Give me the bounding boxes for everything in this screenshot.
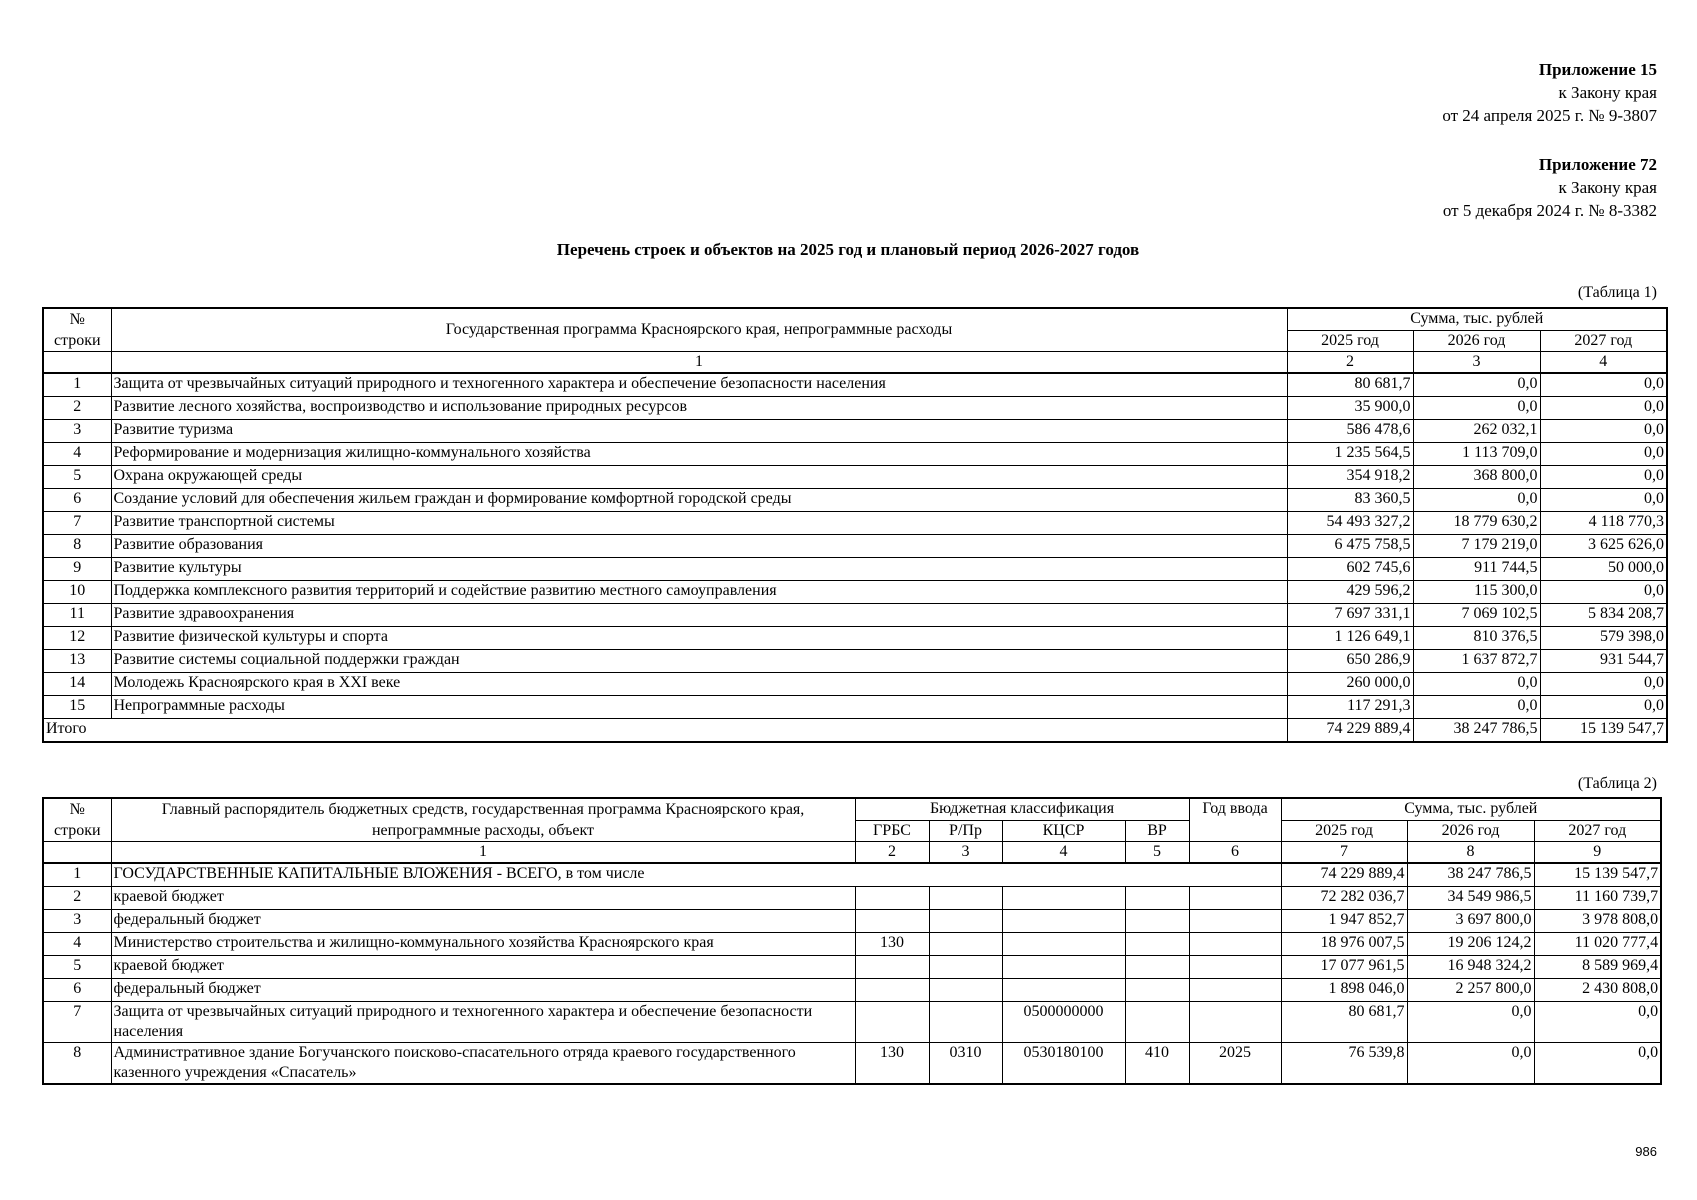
amount-2025-cell: 35 900,0 [1287, 397, 1413, 420]
row-number-cell: 1 [43, 863, 111, 887]
rpr-cell [929, 887, 1002, 910]
amount-2027-cell: 0,0 [1540, 443, 1667, 466]
amount-2027-cell: 0,0 [1540, 397, 1667, 420]
table-row [43, 443, 1667, 466]
amount-2025-cell: 429 596,2 [1287, 581, 1413, 604]
appendix-header-72 [1443, 153, 1657, 222]
table-row [43, 373, 1667, 397]
table-header-cell: № строки [43, 798, 111, 842]
appendix-title: Приложение 15 [1538, 60, 1657, 79]
column-index-cell: 4 [1540, 352, 1667, 374]
table-row [43, 933, 1661, 956]
program-name-cell: Развитие лесного хозяйства, воспроизводство и использование природных ресурсов [111, 397, 1287, 420]
amount-2025-cell: 1 235 564,5 [1287, 443, 1413, 466]
amount-2027-cell: 0,0 [1540, 373, 1667, 397]
table-header-cell: Бюджетная классификация [855, 798, 1189, 820]
amount-2027-cell: 0,0 [1540, 466, 1667, 489]
column-index-cell: 4 [1002, 842, 1125, 864]
table-header-cell: Год ввода [1189, 798, 1281, 842]
table-header-cell: ГРБС [855, 820, 929, 842]
table-row [43, 558, 1667, 581]
table-header-cell: Сумма, тыс. рублей [1287, 308, 1667, 330]
table-1 [42, 307, 1668, 743]
amount-2026-cell: 115 300,0 [1413, 581, 1540, 604]
object-name-cell: ГОСУДАРСТВЕННЫЕ КАПИТАЛЬНЫЕ ВЛОЖЕНИЯ - ВСЕГО, в том числе [111, 863, 1281, 887]
row-number-cell: 1 [43, 373, 111, 397]
vr-cell: 410 [1125, 1043, 1189, 1085]
amount-2025-cell: 1 898 046,0 [1281, 979, 1407, 1002]
program-name-cell: Развитие здравоохранения [111, 604, 1287, 627]
kcsr-cell: 0500000000 [1002, 1002, 1125, 1043]
amount-2025-cell: 72 282 036,7 [1281, 887, 1407, 910]
grbs-cell: 130 [855, 933, 929, 956]
appendix-law-date: от 24 апреля 2025 г. № 9-3807 [1442, 106, 1657, 125]
amount-2025-cell: 260 000,0 [1287, 673, 1413, 696]
table-header-cell: ВР [1125, 820, 1189, 842]
amount-2027-cell: 8 589 969,4 [1534, 956, 1661, 979]
program-name-cell: Охрана окружающей среды [111, 466, 1287, 489]
year-in-cell: 2025 [1189, 1043, 1281, 1085]
amount-2026-cell: 0,0 [1413, 373, 1540, 397]
appendix-law-ref: к Закону края [1558, 178, 1657, 197]
column-index-cell: 3 [929, 842, 1002, 864]
amount-2025-cell: 18 976 007,5 [1281, 933, 1407, 956]
kcsr-cell: 0530180100 [1002, 1043, 1125, 1085]
amount-2026-cell: 911 744,5 [1413, 558, 1540, 581]
row-number-cell: 4 [43, 933, 111, 956]
amount-2027-cell: 50 000,0 [1540, 558, 1667, 581]
object-name-cell: краевой бюджет [111, 887, 855, 910]
amount-2025-cell: 83 360,5 [1287, 489, 1413, 512]
program-name-cell: Поддержка комплексного развития территорий и содействие развитию местного самоуправления [111, 581, 1287, 604]
kcsr-cell [1002, 933, 1125, 956]
column-index-cell: 1 [111, 352, 1287, 374]
program-name-cell: Непрограммные расходы [111, 696, 1287, 719]
appendix-title: Приложение 72 [1538, 155, 1657, 174]
table-header-cell: Р/Пр [929, 820, 1002, 842]
table-row [43, 910, 1661, 933]
amount-2026-cell: 810 376,5 [1413, 627, 1540, 650]
total-2027-cell: 15 139 547,7 [1540, 719, 1667, 743]
amount-2027-cell: 5 834 208,7 [1540, 604, 1667, 627]
grbs-cell [855, 979, 929, 1002]
column-index-cell: 8 [1407, 842, 1534, 864]
kcsr-cell [1002, 979, 1125, 1002]
total-2026-cell: 38 247 786,5 [1413, 719, 1540, 743]
row-number-cell: 9 [43, 558, 111, 581]
total-2025-cell: 74 229 889,4 [1287, 719, 1413, 743]
column-index-cell: 2 [1287, 352, 1413, 374]
kcsr-cell [1002, 910, 1125, 933]
column-index-cell [43, 352, 111, 374]
row-number-cell: 11 [43, 604, 111, 627]
row-number-cell: 5 [43, 956, 111, 979]
table-header-cell: 2027 год [1540, 330, 1667, 352]
object-name-cell: Защита от чрезвычайных ситуаций природного и техногенного характера и обеспечение безопасности населения [111, 1002, 855, 1043]
row-number-cell: 4 [43, 443, 111, 466]
amount-2027-cell: 3 978 808,0 [1534, 910, 1661, 933]
vr-cell [1125, 956, 1189, 979]
table-header-cell: № строки [43, 308, 111, 352]
kcsr-cell [1002, 956, 1125, 979]
appendix-law-ref: к Закону края [1558, 83, 1657, 102]
column-index-cell: 6 [1189, 842, 1281, 864]
row-number-cell: 14 [43, 673, 111, 696]
table-row [43, 627, 1667, 650]
amount-2026-cell: 368 800,0 [1413, 466, 1540, 489]
year-in-cell [1189, 1002, 1281, 1043]
rpr-cell [929, 956, 1002, 979]
grbs-cell: 130 [855, 1043, 929, 1085]
program-name-cell: Развитие культуры [111, 558, 1287, 581]
amount-2027-cell: 11 160 739,7 [1534, 887, 1661, 910]
page-number: 986 [1635, 1144, 1657, 1159]
table-header-cell: Главный распорядитель бюджетных средств, государственная программа Красноярского края, непрограммные расходы, объект [111, 798, 855, 842]
row-number-cell: 7 [43, 512, 111, 535]
amount-2025-cell: 7 697 331,1 [1287, 604, 1413, 627]
amount-2025-cell: 1 947 852,7 [1281, 910, 1407, 933]
amount-2027-cell: 0,0 [1534, 1002, 1661, 1043]
table-row [43, 420, 1667, 443]
year-in-cell [1189, 979, 1281, 1002]
program-name-cell: Защита от чрезвычайных ситуаций природного и техногенного характера и обеспечение безопасности населения [111, 373, 1287, 397]
table-row [43, 863, 1661, 887]
amount-2027-cell: 15 139 547,7 [1534, 863, 1661, 887]
program-name-cell: Развитие системы социальной поддержки граждан [111, 650, 1287, 673]
row-number-cell: 2 [43, 397, 111, 420]
table-2 [42, 797, 1662, 1085]
amount-2027-cell: 0,0 [1540, 489, 1667, 512]
row-number-cell: 2 [43, 887, 111, 910]
table-row [43, 397, 1667, 420]
amount-2027-cell: 2 430 808,0 [1534, 979, 1661, 1002]
column-index-cell: 1 [111, 842, 855, 864]
column-index-cell: 3 [1413, 352, 1540, 374]
amount-2027-cell: 0,0 [1540, 673, 1667, 696]
object-name-cell: федеральный бюджет [111, 979, 855, 1002]
program-name-cell: Развитие транспортной системы [111, 512, 1287, 535]
row-number-cell: 7 [43, 1002, 111, 1043]
amount-2027-cell: 0,0 [1540, 696, 1667, 719]
grbs-cell [855, 910, 929, 933]
vr-cell [1125, 1002, 1189, 1043]
column-index-cell [43, 842, 111, 864]
table-header-cell: Государственная программа Красноярского края, непрограммные расходы [111, 308, 1287, 352]
year-in-cell [1189, 956, 1281, 979]
row-number-cell: 12 [43, 627, 111, 650]
amount-2026-cell: 0,0 [1413, 489, 1540, 512]
table-header-cell: 2027 год [1534, 820, 1661, 842]
table-row [43, 1002, 1661, 1043]
column-index-cell: 5 [1125, 842, 1189, 864]
amount-2027-cell: 0,0 [1540, 420, 1667, 443]
table-row [43, 535, 1667, 558]
table-row [43, 696, 1667, 719]
amount-2027-cell: 931 544,7 [1540, 650, 1667, 673]
amount-2026-cell: 3 697 800,0 [1407, 910, 1534, 933]
amount-2025-cell: 74 229 889,4 [1281, 863, 1407, 887]
year-in-cell [1189, 887, 1281, 910]
amount-2025-cell: 76 539,8 [1281, 1043, 1407, 1085]
amount-2026-cell: 38 247 786,5 [1407, 863, 1534, 887]
document-title: Перечень строек и объектов на 2025 год и плановый период 2026-2027 годов [556, 240, 1140, 259]
table-2-label: (Таблица 2) [1577, 775, 1657, 792]
amount-2026-cell: 262 032,1 [1413, 420, 1540, 443]
amount-2025-cell: 6 475 758,5 [1287, 535, 1413, 558]
vr-cell [1125, 933, 1189, 956]
amount-2025-cell: 80 681,7 [1287, 373, 1413, 397]
rpr-cell [929, 1002, 1002, 1043]
total-row [43, 719, 1667, 743]
program-name-cell: Молодежь Красноярского края в XXI веке [111, 673, 1287, 696]
amount-2026-cell: 19 206 124,2 [1407, 933, 1534, 956]
amount-2025-cell: 17 077 961,5 [1281, 956, 1407, 979]
table-row [43, 650, 1667, 673]
row-number-cell: 3 [43, 910, 111, 933]
table-row [43, 887, 1661, 910]
rpr-cell: 0310 [929, 1043, 1002, 1085]
table-header-cell: 2026 год [1413, 330, 1540, 352]
table-header-cell: Сумма, тыс. рублей [1281, 798, 1661, 820]
amount-2027-cell: 0,0 [1540, 581, 1667, 604]
amount-2026-cell: 0,0 [1413, 673, 1540, 696]
column-index-cell: 9 [1534, 842, 1661, 864]
table-row [43, 466, 1667, 489]
object-name-cell: Административное здание Богучанского поисково-спасательного отряда краевого государственного казенного учреждения «Спасатель» [111, 1043, 855, 1085]
rpr-cell [929, 979, 1002, 1002]
amount-2026-cell: 34 549 986,5 [1407, 887, 1534, 910]
table-row [43, 489, 1667, 512]
amount-2027-cell: 579 398,0 [1540, 627, 1667, 650]
row-number-cell: 8 [43, 535, 111, 558]
amount-2027-cell: 11 020 777,4 [1534, 933, 1661, 956]
row-number-cell: 6 [43, 489, 111, 512]
row-number-cell: 15 [43, 696, 111, 719]
table-header-cell: 2025 год [1287, 330, 1413, 352]
amount-2026-cell: 7 179 219,0 [1413, 535, 1540, 558]
amount-2026-cell: 0,0 [1413, 696, 1540, 719]
grbs-cell [855, 956, 929, 979]
program-name-cell: Развитие физической культуры и спорта [111, 627, 1287, 650]
appendix-header-15 [1442, 58, 1657, 127]
amount-2027-cell: 0,0 [1534, 1043, 1661, 1085]
vr-cell [1125, 887, 1189, 910]
amount-2026-cell: 1 637 872,7 [1413, 650, 1540, 673]
rpr-cell [929, 910, 1002, 933]
program-name-cell: Развитие образования [111, 535, 1287, 558]
table-row [43, 673, 1667, 696]
column-index-cell: 2 [855, 842, 929, 864]
amount-2026-cell: 0,0 [1407, 1002, 1534, 1043]
rpr-cell [929, 933, 1002, 956]
table-row [43, 581, 1667, 604]
grbs-cell [855, 1002, 929, 1043]
program-name-cell: Реформирование и модернизация жилищно-коммунального хозяйства [111, 443, 1287, 466]
row-number-cell: 5 [43, 466, 111, 489]
amount-2026-cell: 2 257 800,0 [1407, 979, 1534, 1002]
amount-2026-cell: 1 113 709,0 [1413, 443, 1540, 466]
table-header-cell: КЦСР [1002, 820, 1125, 842]
table-row [43, 1043, 1661, 1085]
program-name-cell: Создание условий для обеспечения жильем граждан и формирование комфортной городской среды [111, 489, 1287, 512]
vr-cell [1125, 910, 1189, 933]
amount-2026-cell: 18 779 630,2 [1413, 512, 1540, 535]
table-row [43, 979, 1661, 1002]
grbs-cell [855, 887, 929, 910]
table-row [43, 604, 1667, 627]
row-number-cell: 10 [43, 581, 111, 604]
amount-2025-cell: 650 286,9 [1287, 650, 1413, 673]
amount-2025-cell: 354 918,2 [1287, 466, 1413, 489]
amount-2025-cell: 54 493 327,2 [1287, 512, 1413, 535]
amount-2025-cell: 80 681,7 [1281, 1002, 1407, 1043]
amount-2027-cell: 4 118 770,3 [1540, 512, 1667, 535]
amount-2026-cell: 7 069 102,5 [1413, 604, 1540, 627]
table-header-cell: 2026 год [1407, 820, 1534, 842]
row-number-cell: 8 [43, 1043, 111, 1085]
row-number-cell: 6 [43, 979, 111, 1002]
table-row [43, 956, 1661, 979]
appendix-law-date: от 5 декабря 2024 г. № 8-3382 [1442, 201, 1657, 220]
total-label-cell: Итого [43, 719, 1287, 743]
amount-2026-cell: 0,0 [1413, 397, 1540, 420]
amount-2026-cell: 0,0 [1407, 1043, 1534, 1085]
row-number-cell: 13 [43, 650, 111, 673]
amount-2026-cell: 16 948 324,2 [1407, 956, 1534, 979]
kcsr-cell [1002, 887, 1125, 910]
amount-2027-cell: 3 625 626,0 [1540, 535, 1667, 558]
object-name-cell: краевой бюджет [111, 956, 855, 979]
amount-2025-cell: 1 126 649,1 [1287, 627, 1413, 650]
table-header-cell: 2025 год [1281, 820, 1407, 842]
column-index-cell: 7 [1281, 842, 1407, 864]
vr-cell [1125, 979, 1189, 1002]
table-1-label: (Таблица 1) [1577, 284, 1657, 301]
year-in-cell [1189, 910, 1281, 933]
table-row [43, 512, 1667, 535]
amount-2025-cell: 602 745,6 [1287, 558, 1413, 581]
program-name-cell: Развитие туризма [111, 420, 1287, 443]
object-name-cell: Министерство строительства и жилищно-коммунального хозяйства Красноярского края [111, 933, 855, 956]
year-in-cell [1189, 933, 1281, 956]
object-name-cell: федеральный бюджет [111, 910, 855, 933]
amount-2025-cell: 117 291,3 [1287, 696, 1413, 719]
amount-2025-cell: 586 478,6 [1287, 420, 1413, 443]
row-number-cell: 3 [43, 420, 111, 443]
